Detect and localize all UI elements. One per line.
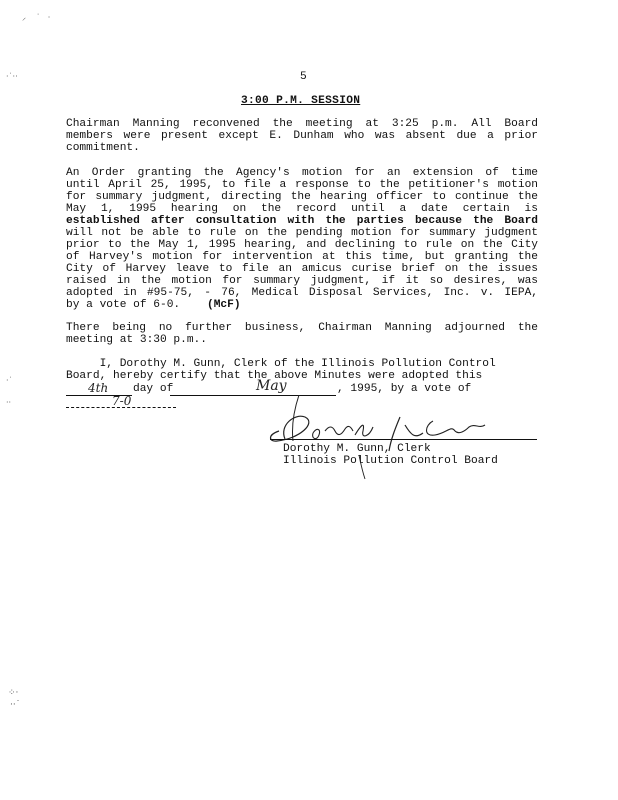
- initials: (McF): [207, 299, 241, 311]
- paragraph-line: until April 25, 1995, to file a response to the petitioner's motion: [66, 179, 538, 191]
- signer-name: Dorothy M. Gunn, Clerk: [283, 443, 431, 455]
- paragraph-line: established after consultation with the parties because the Board: [66, 215, 538, 227]
- paragraph-line: will not be able to rule on the pending motion for summary judgment: [66, 227, 538, 239]
- certification-line: I, Dorothy M. Gunn, Clerk of the Illinois Pollution Control: [66, 358, 496, 370]
- paragraph-line: meeting at 3:30 p.m..: [66, 334, 207, 346]
- signer-organization: Illinois Pollution Control Board: [283, 455, 498, 467]
- session-title: 3:00 P.M. SESSION: [241, 95, 361, 107]
- vote-text: by a vote of 6-0.: [66, 299, 181, 311]
- page-number: 5: [300, 71, 307, 83]
- handwritten-vote: 7-0: [112, 394, 132, 408]
- scan-speck: ··: [6, 398, 12, 407]
- scan-speck: ⸝ ˙ ·: [22, 13, 51, 22]
- scan-speck: ⁘·: [8, 688, 19, 698]
- scan-speck: ·˙··: [6, 72, 18, 81]
- paragraph-line: members were present except E. Dunham who was absent due a prior: [66, 130, 538, 142]
- paragraph-line: Chairman Manning reconvened the meeting at 3:25 p.m. All Board: [66, 118, 538, 130]
- paragraph-line: [66, 299, 241, 311]
- day-of-label: day of: [133, 383, 174, 395]
- paragraph-line: There being no further business, Chairman Manning adjourned the: [66, 322, 538, 334]
- paragraph-line: prior to the May 1, 1995 hearing, and declining to rule on the City: [66, 239, 538, 251]
- scan-speck: ·˙: [6, 376, 13, 385]
- paragraph-line: adopted in #95-75, - 76, Medical Disposal Services, Inc. v. IEPA,: [66, 287, 538, 299]
- year-vote-label: , 1995, by a vote of: [337, 383, 472, 395]
- signature-line: [270, 439, 537, 440]
- paragraph-line: City of Harvey leave to file an amicus curise brief on the issues: [66, 263, 538, 275]
- handwritten-month: May: [256, 378, 287, 394]
- handwritten-day: 4th: [88, 381, 109, 395]
- paragraph-line: for summary judgment, directing the hearing officer to continue the: [66, 191, 538, 203]
- paragraph-line: of Harvey's motion for intervention at this time, but granting the: [66, 251, 538, 263]
- certification-line: Board, hereby certify that the above Minutes were adopted this: [66, 370, 483, 382]
- paragraph-line: An Order granting the Agency's motion for an extension of time: [66, 167, 538, 179]
- paragraph-line: May 1, 1995 hearing on the record until a date certain is: [66, 203, 538, 215]
- signature-image: [255, 395, 495, 480]
- paragraph-line: raised in the motion for summary judgment, if it so desires, was: [66, 275, 538, 287]
- scan-speck: ··˙: [10, 700, 21, 710]
- paragraph-line: commitment.: [66, 142, 140, 154]
